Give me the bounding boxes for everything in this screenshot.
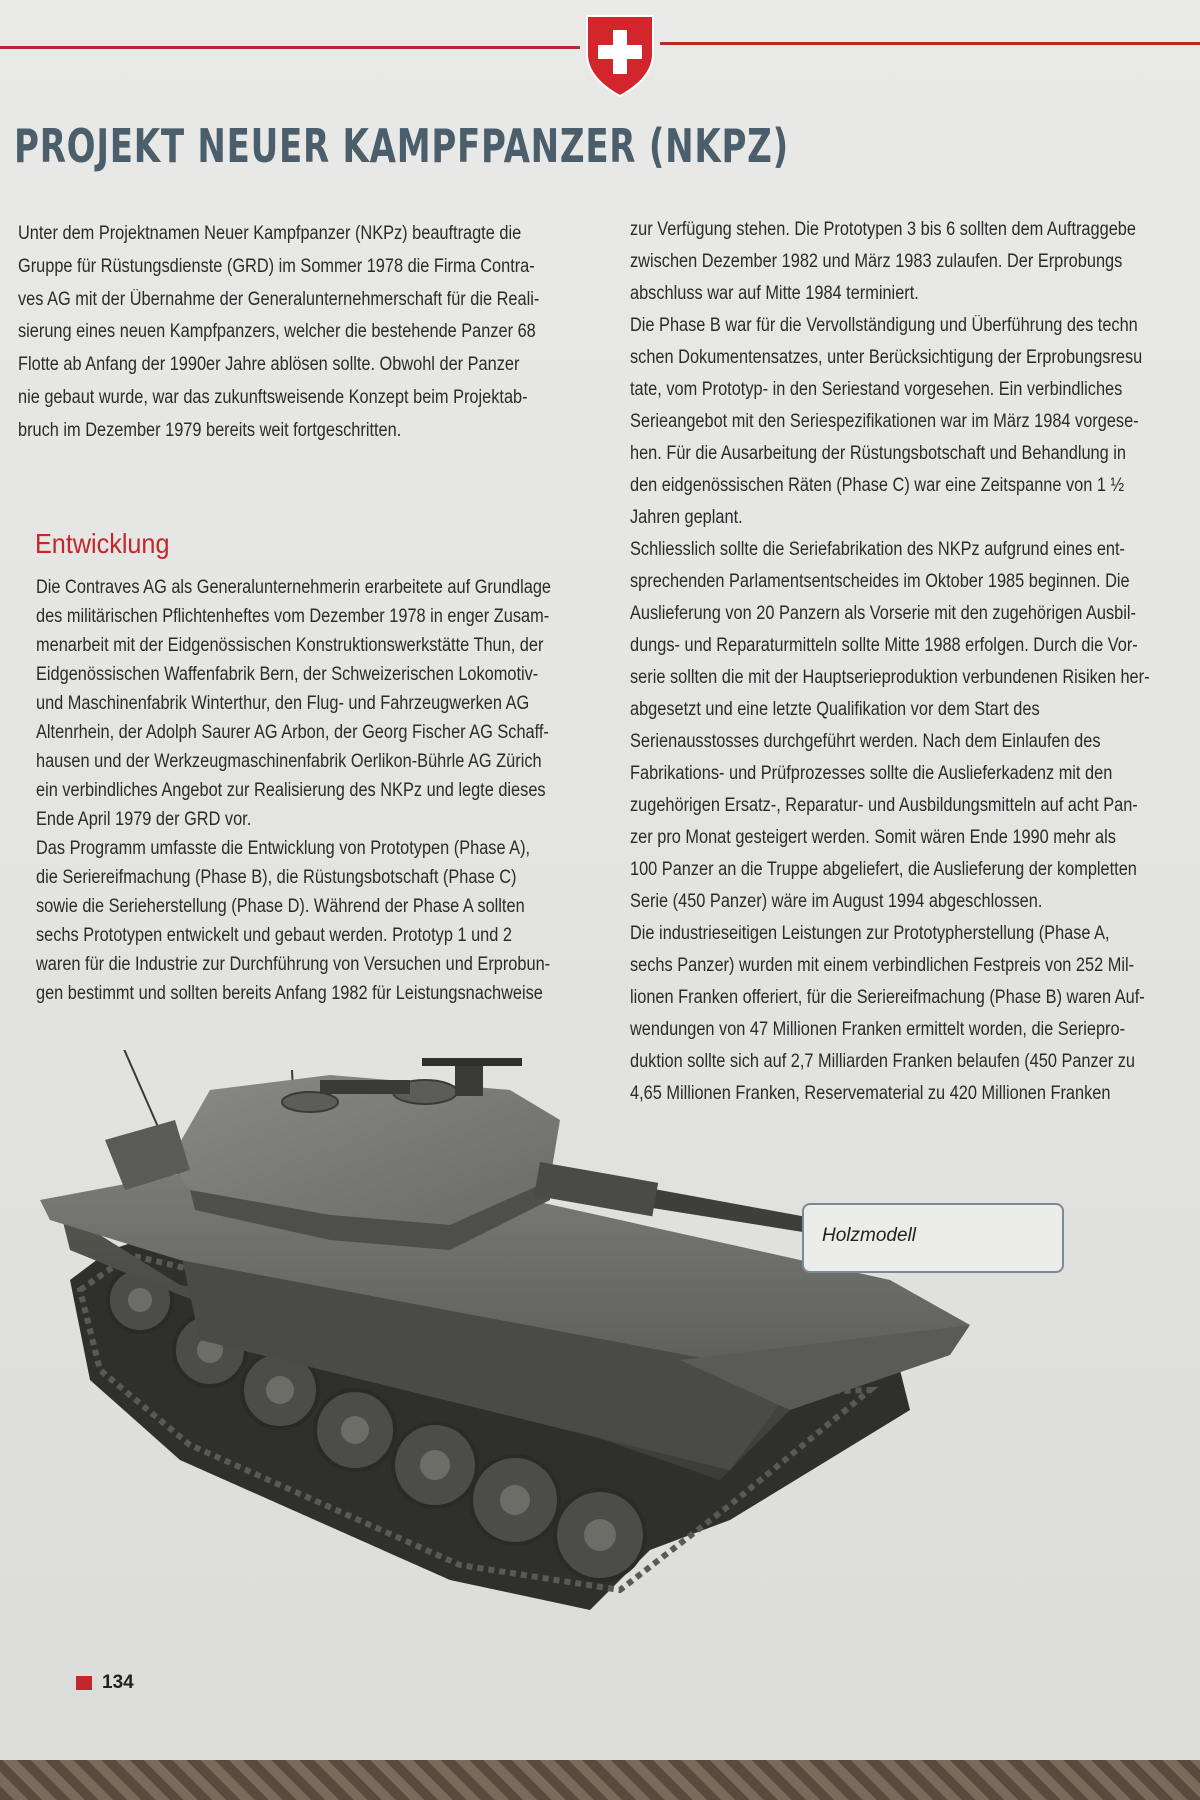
text-line: tate, vom Prototyp- in den Seriestand vorgesehen. Ein verbindliches — [630, 379, 1123, 400]
text-line: sowie die Serieherstellung (Phase D). Während der Phase A sollten — [36, 896, 525, 917]
right-column — [630, 214, 1200, 1110]
text-line: serie sollten die mit der Hauptserieproduktion verbundenen Risiken her- — [630, 667, 1150, 688]
text-line: Schliesslich sollte die Seriefabrikation des NKPz aufgrund eines ent- — [630, 539, 1126, 560]
text-line: zur Verfügung stehen. Die Prototypen 3 bis 6 sollten dem Auftraggebe — [630, 219, 1136, 240]
text-line: zer pro Monat gesteigert werden. Somit wären Ende 1990 mehr als — [630, 827, 1116, 848]
text-line: Jahren geplant. — [630, 507, 743, 528]
text-line: Auslieferung von 20 Panzern als Vorserie mit den zugehörigen Ausbil- — [630, 603, 1136, 624]
text-line: 4,65 Millionen Franken, Reservematerial zu 420 Millionen Franken — [630, 1083, 1111, 1104]
text-line: Altenrhein, der Adolph Saurer AG Arbon, der Georg Fischer AG Schaff- — [36, 722, 549, 743]
section-left-column — [36, 573, 636, 1008]
text-line: zwischen Dezember 1982 und März 1983 zulaufen. Der Erprobungs — [630, 251, 1123, 272]
swiss-shield-icon — [583, 12, 657, 98]
text-line: abgesetzt und eine letzte Qualifikation vor dem Start des — [630, 699, 1040, 720]
text-line: Serienausstosses durchgeführt werden. Nach dem Einlaufen des — [630, 731, 1101, 752]
section-heading: Entwicklung — [35, 528, 170, 559]
page-marker-square — [76, 1676, 92, 1690]
page-footer — [76, 1672, 134, 1694]
text-line: Gruppe für Rüstungsdienste (GRD) im Sommer 1978 die Firma Contra- — [18, 255, 535, 277]
figure-caption: Holzmodell — [822, 1225, 916, 1246]
text-line: Die Contraves AG als Generalunternehmerin erarbeitete auf Grundlage — [36, 577, 552, 598]
text-line: waren für die Industrie zur Durchführung von Versuchen und Erprobun- — [36, 954, 551, 975]
tank-model-photo — [30, 1050, 1110, 1690]
header-rule-right — [660, 42, 1200, 45]
text-line: sechs Panzer) wurden mit einem verbindlichen Festpreis von 252 Mil- — [630, 955, 1135, 976]
text-line: sprechenden Parlamentsentscheides im Oktober 1985 beginnen. Die — [630, 571, 1130, 592]
intro-paragraph — [18, 218, 618, 448]
text-line: Die Phase B war für die Vervollständigung und Überführung des techn — [630, 315, 1138, 336]
text-line: hausen und der Werkzeugmaschinenfabrik Oerlikon-Bührle AG Zürich — [36, 751, 542, 772]
text-line: Serie (450 Panzer) wäre im August 1994 abgeschlossen. — [630, 891, 1043, 912]
text-line: dungs- und Reparaturmitteln sollte Mitte 1988 erfolgen. Durch die Vor- — [630, 635, 1138, 656]
text-line: Die industrieseitigen Leistungen zur Prototypherstellung (Phase A, — [630, 923, 1110, 944]
text-line: Fabrikations- und Prüfprozesses sollte die Auslieferkadenz mit den — [630, 763, 1113, 784]
text-line: sierung eines neuen Kampfpanzers, welcher die bestehende Panzer 68 — [18, 321, 536, 343]
text-line: Eidgenössischen Waffenfabrik Bern, der Schweizerischen Lokomotiv- — [36, 664, 539, 685]
text-line: menarbeit mit der Eidgenössischen Konstruktionswerkstätte Thun, der — [36, 635, 544, 656]
text-line: und Maschinenfabrik Winterthur, den Flug- und Fahrzeugwerken AG — [36, 693, 530, 714]
text-line: sechs Prototypen entwickelt und gebaut werden. Prototyp 1 und 2 — [36, 925, 512, 946]
text-line: duktion sollte sich auf 2,7 Milliarden Franken belaufen (450 Panzer zu — [630, 1051, 1136, 1072]
figure-caption-box — [802, 1203, 1064, 1273]
text-line: wendungen von 47 Millionen Franken ermittelt worden, die Seriepro- — [630, 1019, 1126, 1040]
page-number: 134 — [102, 1672, 134, 1693]
text-line: bruch im Dezember 1979 bereits weit fortgeschritten. — [18, 419, 402, 441]
text-line: des militärischen Pflichtenheftes vom Dezember 1978 in enger Zusam- — [36, 606, 550, 627]
text-line: Serieangebot mit den Seriespezifikationen war im März 1984 vorgese- — [630, 411, 1139, 432]
text-line: zugehörigen Ersatz-, Reparatur- und Ausbildungsmitteln auf acht Pan- — [630, 795, 1138, 816]
text-line: hen. Für die Ausarbeitung der Rüstungsbotschaft und Behandlung in — [630, 443, 1127, 464]
text-line: den eidgenössischen Räten (Phase C) war eine Zeitspanne von 1 ½ — [630, 475, 1125, 496]
text-line: Ende April 1979 der GRD vor. — [36, 809, 252, 830]
text-line: 100 Panzer an die Truppe abgeliefert, die Auslieferung der kompletten — [630, 859, 1137, 880]
text-line: ves AG mit der Übernahme der Generalunternehmerschaft für die Reali- — [18, 288, 540, 310]
text-line: Unter dem Projektnamen Neuer Kampfpanzer (NKPz) beauftragte die — [18, 223, 522, 244]
text-line: gen bestimmt und sollten bereits Anfang 1982 für Leistungsnachweise — [36, 983, 543, 1004]
text-line: lionen Franken offeriert, für die Seriereifmachung (Phase B) waren Auf- — [630, 987, 1145, 1008]
text-line: schen Dokumentensatzes, unter Berücksichtigung der Erprobungsresu — [630, 347, 1143, 368]
header-rule-left — [0, 46, 580, 49]
page-title: PROJEKT NEUER KAMPFPANZER (NKPZ) — [14, 119, 789, 173]
text-line: abschluss war auf Mitte 1984 terminiert. — [630, 283, 919, 304]
text-line: Das Programm umfasste die Entwicklung von Prototypen (Phase A), — [36, 838, 531, 859]
text-line: die Seriereifmachung (Phase B), die Rüstungsbotschaft (Phase C) — [36, 867, 517, 888]
floor-background — [0, 1760, 1200, 1800]
text-line: ein verbindliches Angebot zur Realisierung des NKPz und legte dieses — [36, 780, 546, 801]
text-line: nie gebaut wurde, war das zukunftsweisende Konzept beim Projektab- — [18, 386, 528, 408]
text-line: Flotte ab Anfang der 1990er Jahre ablösen sollte. Obwohl der Panzer — [18, 354, 520, 376]
